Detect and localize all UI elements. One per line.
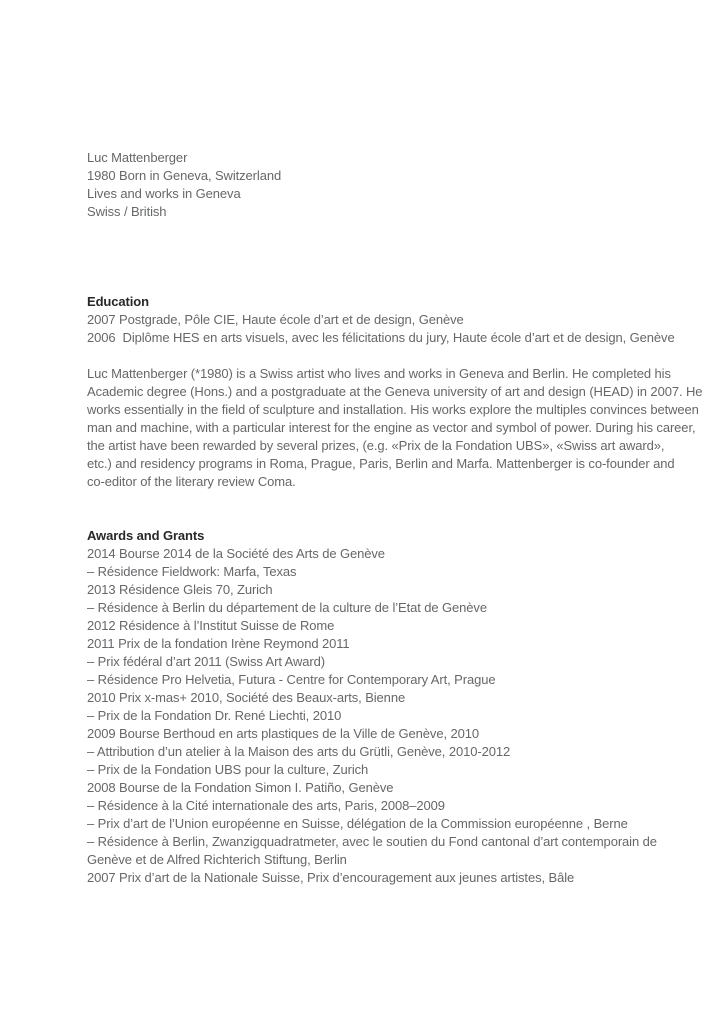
award-item: 2013 Résidence Gleis 70, Zurich: [87, 582, 273, 597]
award-item: – Résidence Fieldwork: Marfa, Texas: [87, 564, 297, 579]
bio-line: Academic degree (Hons.) and a postgraduate at the Geneva university of art and design (HEAD) in 2007. He: [87, 384, 703, 399]
award-item: 2011 Prix de la fondation Irène Reymond 2011: [87, 636, 350, 651]
education-item: 2006 Diplôme HES en arts visuels, avec les félicitations du jury, Haute école d’art et de design, Genève: [87, 330, 675, 345]
education-section: [87, 293, 705, 347]
artist-birth-line: 1980 Born in Geneva, Switzerland: [87, 168, 282, 183]
award-item-continuation: Genève et de Alfred Richterich Stiftung, Berlin: [87, 852, 347, 867]
bio-line: Luc Mattenberger (*1980) is a Swiss artist who lives and works in Geneva and Berlin. He completed his: [87, 366, 671, 381]
award-item: – Résidence à Berlin, Zwanzigquadratmeter, avec le soutien du Fond cantonal d’art contemporain de: [87, 834, 657, 849]
artist-nationality-line: Swiss / British: [87, 204, 167, 219]
award-item: 2010 Prix x-mas+ 2010, Société des Beaux-arts, Bienne: [87, 690, 406, 705]
bio-line: etc.) and residency programs in Roma, Prague, Paris, Berlin and Marfa. Mattenberger is co-founder and: [87, 456, 675, 471]
awards-heading: Awards and Grants: [87, 528, 205, 543]
award-item: – Prix de la Fondation Dr. René Liechti, 2010: [87, 708, 342, 723]
award-item: – Prix de la Fondation UBS pour la culture, Zurich: [87, 762, 369, 777]
award-item: 2012 Résidence à l’Institut Suisse de Rome: [87, 618, 335, 633]
award-item: – Résidence à Berlin du département de la culture de l’Etat de Genève: [87, 600, 487, 615]
award-item: – Attribution d’un atelier à la Maison des arts du Grütli, Genève, 2010-2012: [87, 744, 511, 759]
education-item: 2007 Postgrade, Pôle CIE, Haute école d’art et de design, Genève: [87, 312, 464, 327]
award-item: – Prix d’art de l’Union européenne en Suisse, délégation de la Commission européenne , Berne: [87, 816, 628, 831]
biography-section: [87, 365, 705, 491]
artist-name: Luc Mattenberger: [87, 150, 188, 165]
bio-line: co-editor of the literary review Coma.: [87, 474, 296, 489]
education-heading: Education: [87, 294, 149, 309]
cv-content: [87, 149, 705, 887]
award-item: 2007 Prix d’art de la Nationale Suisse, Prix d’encouragement aux jeunes artistes, Bâle: [87, 870, 575, 885]
bio-line: works essentially in the field of sculpture and installation. His works explore the multiples convinces between: [87, 402, 699, 417]
bio-line: man and machine, with a particular interest for the engine as vector and symbol of power. During his career,: [87, 420, 696, 435]
award-item: 2014 Bourse 2014 de la Société des Arts de Genève: [87, 546, 385, 561]
award-item: – Résidence Pro Helvetia, Futura - Centre for Contemporary Art, Prague: [87, 672, 496, 687]
award-item: – Prix fédéral d’art 2011 (Swiss Art Award): [87, 654, 325, 669]
artist-location-line: Lives and works in Geneva: [87, 186, 241, 201]
award-item: 2008 Bourse de la Fondation Simon I. Patiño, Genève: [87, 780, 394, 795]
awards-section: [87, 527, 705, 887]
bio-line: the artist have been rewarded by several prizes, (e.g. «Prix de la Fondation UBS», «Swiss art award»,: [87, 438, 665, 453]
award-item: – Résidence à la Cité internationale des arts, Paris, 2008–2009: [87, 798, 445, 813]
artist-info-block: [87, 149, 705, 221]
award-item: 2009 Bourse Berthoud en arts plastiques de la Ville de Genève, 2010: [87, 726, 480, 741]
